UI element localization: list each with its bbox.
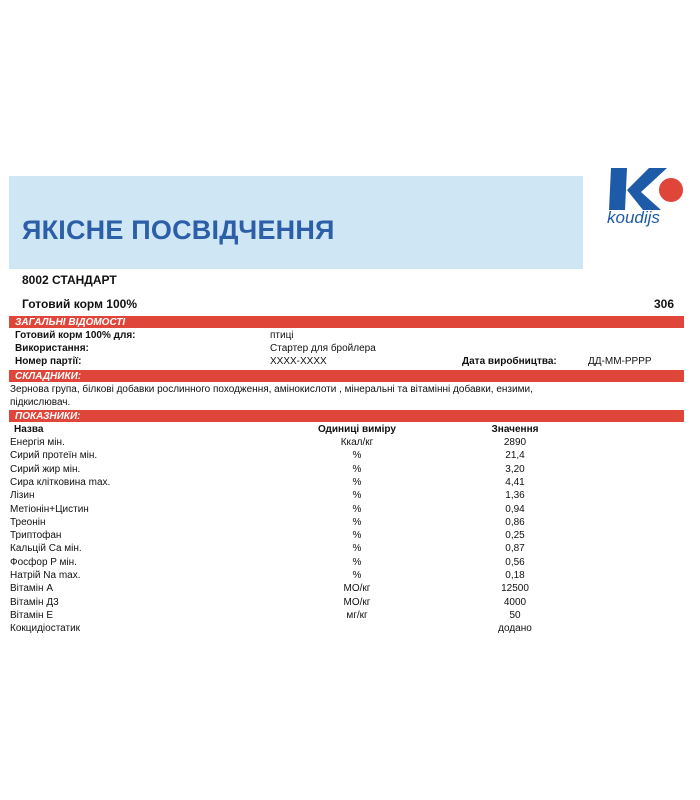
indicator-row	[0, 503, 700, 516]
indicator-value: 0,18	[505, 570, 525, 581]
indicator-name: Вітамін Д3	[10, 596, 59, 608]
indicator-name: Лізин	[10, 490, 35, 502]
product-code: 8002 СТАНДАРТ	[22, 273, 117, 287]
column-header-name: Назва	[14, 424, 44, 435]
indicator-row	[0, 436, 700, 449]
indicator-value: 0,87	[505, 543, 525, 555]
indicator-name: Триптофан	[10, 530, 62, 542]
indicator-unit: %	[352, 543, 362, 555]
column-header-unit: Одиниці виміру	[318, 424, 396, 435]
indicator-unit: %	[352, 503, 362, 515]
general-value-usage: Стартер для бройлера	[270, 343, 376, 354]
indicator-unit: мг/кг	[346, 609, 368, 621]
indicator-value: 0,56	[505, 556, 525, 568]
indicator-name: Кальцій Ca мін.	[10, 543, 82, 555]
section-indicators-header: ПОКАЗНИКИ:	[9, 409, 684, 422]
indicator-value: 1,36	[505, 490, 525, 502]
indicator-unit: %	[352, 476, 362, 488]
indicator-row	[0, 569, 700, 582]
indicator-row	[0, 449, 700, 462]
indicator-name: Фосфор P мін.	[10, 556, 77, 568]
indicator-value: 2890	[503, 437, 527, 448]
production-date-label: Дата виробництва:	[462, 356, 557, 367]
indicator-row	[0, 556, 700, 569]
indicator-unit: МО/кг	[343, 583, 371, 595]
general-label-batch: Номер партії:	[15, 356, 82, 367]
indicator-row	[0, 476, 700, 489]
indicator-name: Сира клітковина max.	[10, 476, 111, 488]
indicator-value: 0,94	[505, 503, 525, 515]
indicator-row	[0, 529, 700, 542]
indicator-unit: МО/кг	[343, 596, 371, 608]
general-label-usage: Використання:	[15, 343, 89, 354]
column-header-value: Значення	[491, 424, 539, 435]
indicator-row	[0, 596, 700, 609]
production-date-value: ДД-ММ-РРРР	[588, 356, 652, 367]
general-value-for: птиці	[270, 330, 294, 341]
indicators-column-headers	[0, 423, 700, 436]
indicator-unit: %	[352, 463, 362, 475]
indicator-value: 50	[509, 609, 521, 621]
indicator-value: 12500	[501, 583, 529, 595]
indicator-row	[0, 463, 700, 476]
indicator-unit: %	[352, 556, 362, 568]
indicator-value: 3,20	[505, 463, 525, 475]
product-number: 306	[653, 297, 674, 311]
composition-text: Зернова група, білкові добавки рослинного походження, амінокислоти , мінеральні та вітамінні добавки, ензими, підкислювач.	[10, 384, 533, 408]
indicator-unit: %	[352, 530, 362, 542]
indicator-name: Сирий жир мін.	[10, 463, 81, 475]
indicator-row	[0, 489, 700, 502]
indicator-unit: %	[352, 490, 362, 502]
indicator-name: Метіонін+Цистин	[10, 503, 89, 515]
indicator-value: 4000	[503, 596, 527, 608]
section-general-header: ЗАГАЛЬНІ ВІДОМОСТІ	[9, 315, 684, 328]
indicator-name: Натрій Na max.	[10, 570, 81, 581]
indicator-row	[0, 582, 700, 595]
indicator-name: Сирий протеїн мін.	[10, 450, 98, 462]
indicator-name: Треонін	[10, 516, 46, 528]
indicator-value: додано	[498, 623, 532, 635]
section-composition-header: СКЛАДНИКИ:	[9, 369, 684, 382]
indicator-unit: %	[352, 516, 362, 528]
product-line-label: Готовий корм 100%	[22, 297, 138, 311]
indicator-value: 4,41	[505, 476, 525, 488]
logo-wordmark: koudijs	[607, 208, 660, 227]
indicator-unit: Ккал/кг	[340, 437, 374, 448]
indicator-row	[0, 516, 700, 529]
indicator-value: 21,4	[505, 450, 525, 462]
indicator-row	[0, 609, 700, 622]
indicator-row	[0, 542, 700, 555]
document-title: ЯКІСНЕ ПОСВІДЧЕННЯ	[22, 215, 335, 245]
indicator-unit: %	[352, 570, 362, 581]
indicator-value: 0,86	[505, 516, 525, 528]
indicator-name: Енергія мін.	[10, 437, 65, 448]
general-label-for: Готовий корм 100% для:	[15, 330, 136, 341]
indicator-name: Кокцидіостатик	[10, 623, 81, 635]
indicator-unit: %	[352, 450, 362, 462]
indicator-name: Вітамін А	[10, 583, 53, 595]
indicator-value: 0,25	[505, 530, 525, 542]
indicator-row	[0, 622, 700, 635]
general-value-batch: XXXX-XXXX	[270, 356, 327, 367]
indicator-name: Вітамін Е	[10, 609, 53, 621]
